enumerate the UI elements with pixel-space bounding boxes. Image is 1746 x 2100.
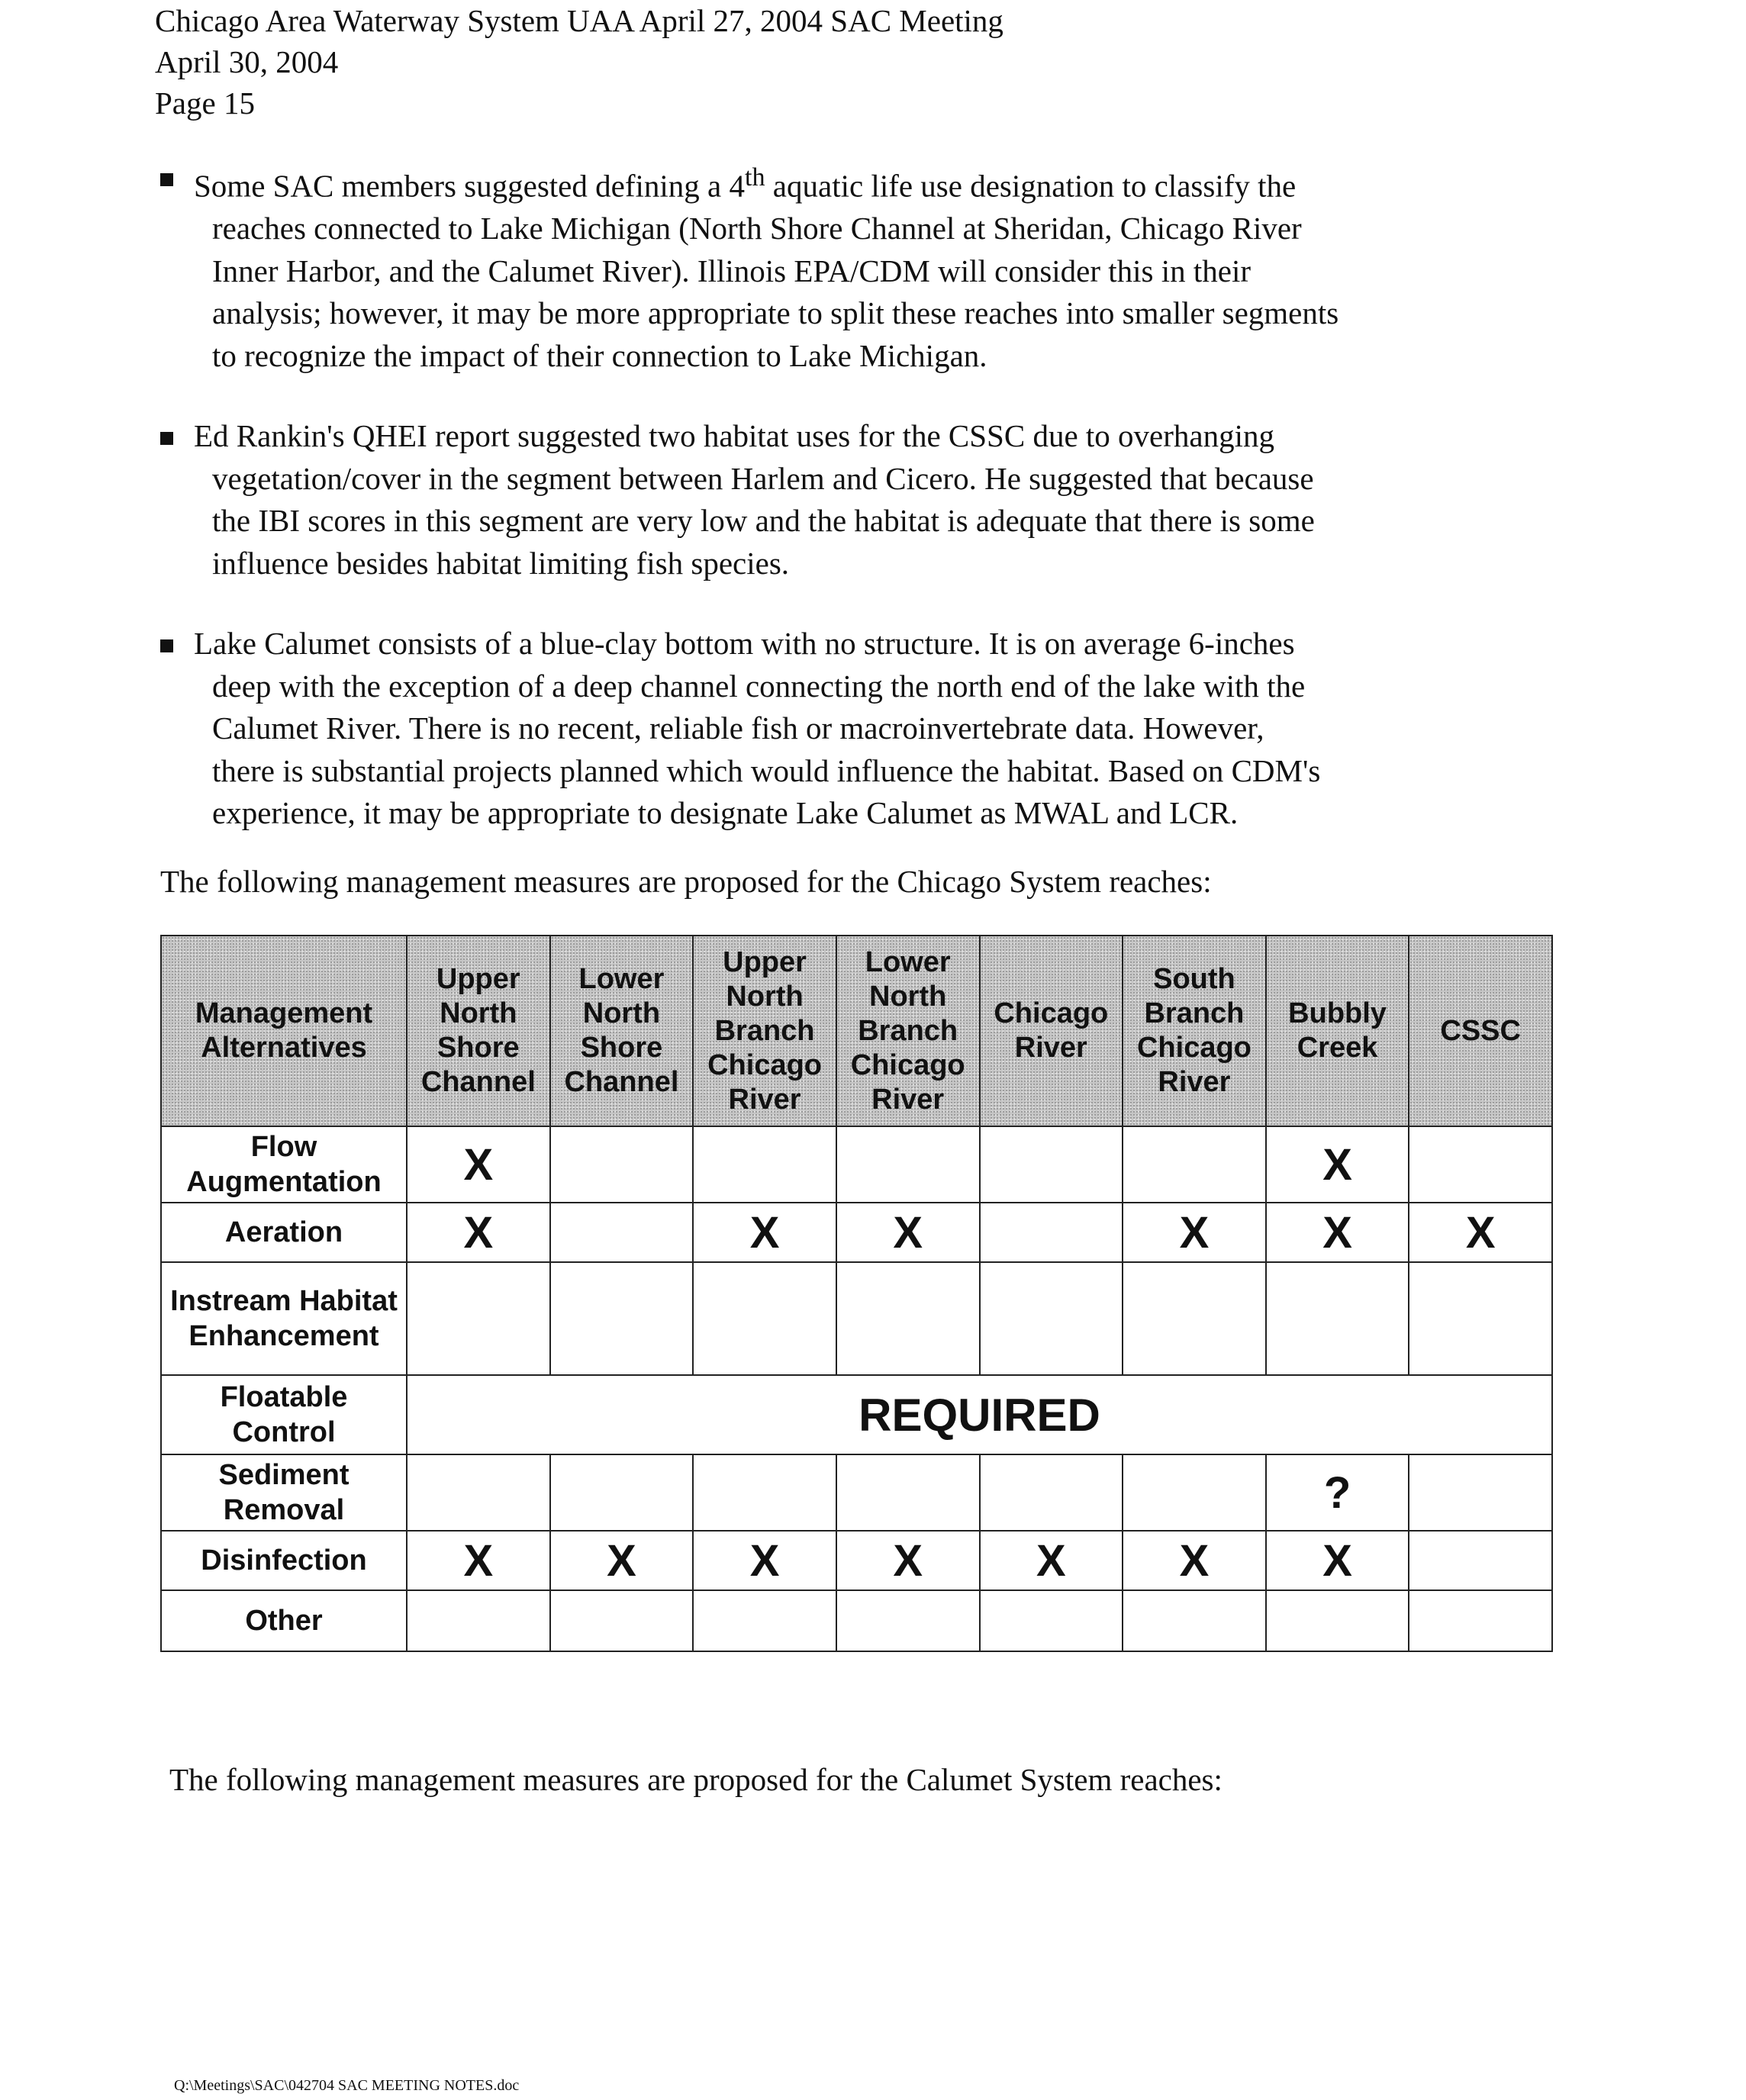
table-row xyxy=(161,1203,1552,1262)
table-cell xyxy=(836,1590,980,1651)
table-cell xyxy=(550,1590,694,1651)
table-cell xyxy=(1409,1590,1552,1651)
footer-file-path: Q:\Meetings\SAC\042704 SAC MEETING NOTES.doc xyxy=(174,2077,520,2094)
header-cssc: CSSC xyxy=(1409,936,1552,1126)
square-bullet-icon xyxy=(160,432,173,445)
row-label: Sediment Removal xyxy=(161,1454,407,1531)
ordinal-superscript: th xyxy=(744,163,765,192)
table-cell: X xyxy=(1266,1203,1409,1262)
table-cell xyxy=(980,1262,1123,1375)
table-cell xyxy=(980,1590,1123,1651)
bullet-line: Inner Harbor, and the Calumet River). Illinois EPA/CDM will consider this in their xyxy=(212,253,1252,288)
table-cell: X xyxy=(407,1531,550,1590)
bullet-line: the IBI scores in this segment are very low and the habitat is adequate that there is some xyxy=(212,503,1315,539)
table-row xyxy=(161,1375,1552,1454)
bullet-line: Lake Calumet consists of a blue-clay bottom with no structure. It is on average 6-inches xyxy=(194,626,1295,662)
table-cell xyxy=(693,1126,836,1203)
bullet-line: Ed Rankin's QHEI report suggested two habitat uses for the CSSC due to overhanging xyxy=(194,418,1274,454)
management-measures-table xyxy=(160,935,1553,1652)
table-cell: X xyxy=(1123,1531,1266,1590)
table-cell: X xyxy=(693,1531,836,1590)
bullet-line: Calumet River. There is no recent, reliable fish or macroinvertebrate data. However, xyxy=(212,710,1264,746)
bullet-line: vegetation/cover in the segment between Harlem and Cicero. He suggested that because xyxy=(212,460,1314,496)
table-cell xyxy=(836,1262,980,1375)
table-cell xyxy=(1409,1531,1552,1590)
table-cell: X xyxy=(550,1531,694,1590)
bullet-line: deep with the exception of a deep channel connecting the north end of the lake with the xyxy=(212,668,1306,704)
header-date: April 30, 2004 xyxy=(155,44,339,79)
table-cell xyxy=(1409,1126,1552,1203)
table-cell xyxy=(550,1203,694,1262)
header-south-branch-chicago-river: South Branch Chicago River xyxy=(1123,936,1266,1126)
table-cell xyxy=(407,1454,550,1531)
header-lower-north-shore-channel: Lower North Shore Channel xyxy=(550,936,694,1126)
table-cell xyxy=(693,1262,836,1375)
table-header-row xyxy=(161,936,1552,1126)
header-upper-north-shore-channel: Upper North Shore Channel xyxy=(407,936,550,1126)
header-bubbly-creek: Bubbly Creek xyxy=(1266,936,1409,1126)
row-label: Flow Augmentation xyxy=(161,1126,407,1203)
bullet-text: aquatic life use designation to classify the xyxy=(765,168,1297,204)
bullet-item xyxy=(153,623,1541,835)
table-cell xyxy=(1123,1262,1266,1375)
table-cell xyxy=(550,1126,694,1203)
table-row xyxy=(161,1454,1552,1531)
bullet-list xyxy=(153,156,1541,873)
intro-calumet: The following management measures are proposed for the Calumet System reaches: xyxy=(169,1762,1223,1797)
table-cell xyxy=(836,1126,980,1203)
table-cell: X xyxy=(836,1203,980,1262)
bullet-item xyxy=(153,415,1541,585)
table-cell xyxy=(1409,1262,1552,1375)
table-cell xyxy=(693,1454,836,1531)
bullet-line: experience, it may be appropriate to designate Lake Calumet as MWAL and LCR. xyxy=(212,795,1239,831)
table-row xyxy=(161,1531,1552,1590)
table-cell: X xyxy=(407,1126,550,1203)
table-cell xyxy=(1266,1262,1409,1375)
row-label: Disinfection xyxy=(161,1531,407,1590)
table-row xyxy=(161,1590,1552,1651)
bullet-line: to recognize the impact of their connection to Lake Michigan. xyxy=(212,337,987,373)
bullet-line: there is substantial projects planned which would influence the habitat. Based on CDM's xyxy=(212,752,1321,788)
row-label: Other xyxy=(161,1590,407,1651)
table-cell: X xyxy=(1266,1126,1409,1203)
bullet-line: influence besides habitat limiting fish species. xyxy=(212,545,790,581)
table-cell xyxy=(980,1126,1123,1203)
required-merged-cell: REQUIRED xyxy=(407,1375,1552,1454)
table-cell xyxy=(980,1454,1123,1531)
table-cell: X xyxy=(693,1203,836,1262)
table-cell xyxy=(980,1203,1123,1262)
table-cell: X xyxy=(836,1531,980,1590)
table-cell xyxy=(1123,1590,1266,1651)
square-bullet-icon xyxy=(160,173,173,186)
table-cell: X xyxy=(1266,1531,1409,1590)
square-bullet-icon xyxy=(160,639,173,652)
table-cell xyxy=(407,1590,550,1651)
table-cell xyxy=(1123,1126,1266,1203)
bullet-text: Some SAC members suggested defining a 4 xyxy=(194,168,745,204)
table-cell xyxy=(1123,1454,1266,1531)
table-cell xyxy=(550,1454,694,1531)
header-upper-north-branch-chicago-river: Upper North Branch Chicago River xyxy=(693,936,836,1126)
intro-chicago: The following management measures are proposed for the Chicago System reaches: xyxy=(160,864,1212,899)
table-cell: ? xyxy=(1266,1454,1409,1531)
table-row xyxy=(161,1126,1552,1203)
table-cell xyxy=(836,1454,980,1531)
bullet-line: analysis; however, it may be more appropriate to split these reaches into smaller segments xyxy=(212,295,1339,331)
table-cell xyxy=(550,1262,694,1375)
bullet-item xyxy=(153,156,1541,377)
table-cell xyxy=(1266,1590,1409,1651)
table-cell xyxy=(407,1262,550,1375)
header-title: Chicago Area Waterway System UAA April 27, 2004 SAC Meeting xyxy=(155,3,1003,38)
table-cell xyxy=(693,1590,836,1651)
table-cell: X xyxy=(407,1203,550,1262)
header-chicago-river: Chicago River xyxy=(980,936,1123,1126)
table-cell xyxy=(1409,1454,1552,1531)
row-label: Aeration xyxy=(161,1203,407,1262)
table-row xyxy=(161,1262,1552,1375)
row-label: Floatable Control xyxy=(161,1375,407,1454)
page-header xyxy=(155,0,1003,124)
header-page-number: Page 15 xyxy=(155,85,255,121)
table-cell: X xyxy=(1409,1203,1552,1262)
table-cell: X xyxy=(980,1531,1123,1590)
bullet-line: reaches connected to Lake Michigan (North Shore Channel at Sheridan, Chicago River xyxy=(212,211,1302,246)
row-label: Instream Habitat Enhancement xyxy=(161,1262,407,1375)
header-lower-north-branch-chicago-river: Lower North Branch Chicago River xyxy=(836,936,980,1126)
table-cell: X xyxy=(1123,1203,1266,1262)
header-management-alternatives: Management Alternatives xyxy=(161,936,407,1126)
